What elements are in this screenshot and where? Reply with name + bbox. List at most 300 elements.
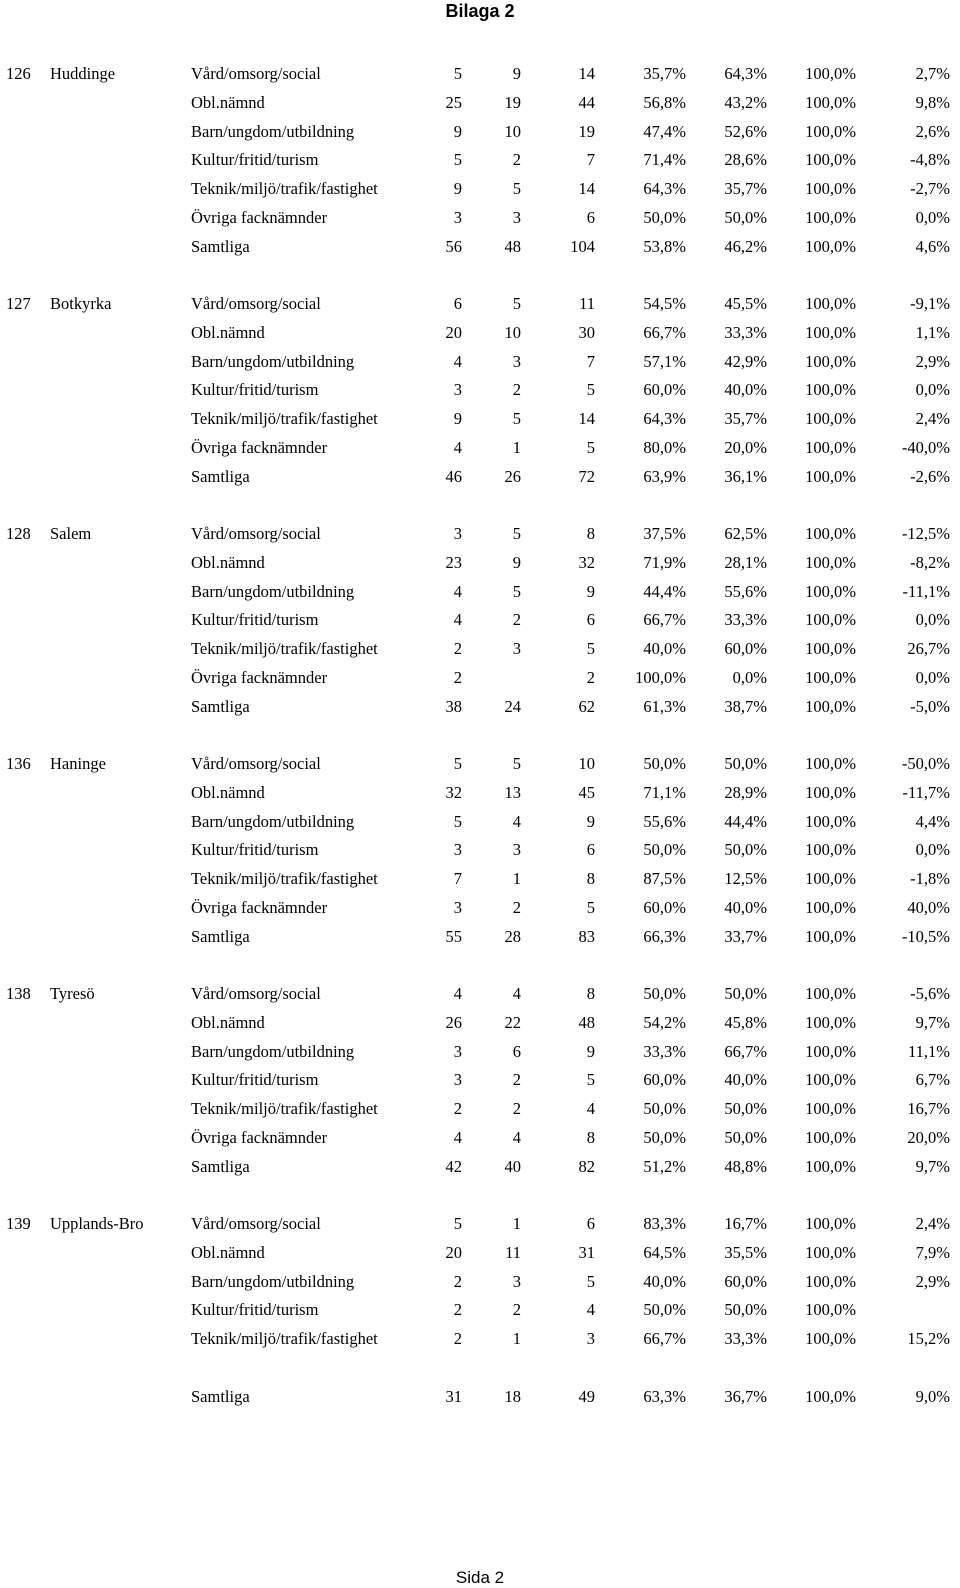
percent-b-cell: 50,0% [724,1128,767,1147]
count-a-cell: 4 [453,581,462,601]
count-total-cell: 14 [578,179,595,199]
count-a-cell: 5 [453,1214,462,1233]
percent-total-cell: 100,0% [805,840,856,860]
table-row [0,1065,960,1094]
count-a-cell: 2 [453,1329,462,1349]
count-b-cell: 5 [512,409,521,429]
table-row [0,88,960,117]
count-a-cell: 4 [453,351,462,371]
table-row [0,174,960,203]
percent-total-cell: 100,0% [805,1271,856,1291]
count-b-cell: 19 [504,92,521,112]
count-a-cell: 7 [453,869,462,889]
count-b-cell: 24 [504,696,521,716]
table-row [0,864,960,893]
table-row [0,893,960,922]
count-b-cell: 2 [512,1300,521,1320]
percent-b-cell: 42,9% [724,351,767,371]
category-cell: Obl.nämnd [191,782,265,802]
count-b-cell: 40 [504,1156,521,1176]
category-cell: Kultur/fritid/turism [191,1300,319,1320]
percent-a-cell: 60,0% [643,1070,686,1090]
change-cell: 2,4% [915,1214,950,1233]
percent-a-cell: 33,3% [643,1041,686,1061]
category-cell: Teknik/miljö/trafik/fastighet [191,1099,378,1119]
change-cell: -50,0% [901,754,950,773]
percent-b-cell: 43,2% [724,92,767,112]
percent-total-cell: 100,0% [805,150,856,170]
percent-total-cell: 100,0% [805,64,856,83]
percent-b-cell: 36,1% [724,466,767,486]
percent-a-cell: 51,2% [643,1156,686,1176]
municipality-code: 126 [6,64,31,83]
table-row [0,1382,960,1411]
count-a-cell: 3 [453,898,462,917]
change-cell: 20,0% [907,1128,950,1147]
change-cell: -9,1% [910,294,950,313]
table-row [0,203,960,232]
percent-b-cell: 46,2% [724,236,767,256]
municipality-name: Botkyrka [50,294,112,313]
count-a-cell: 2 [453,639,462,659]
count-total-cell: 2 [586,668,595,687]
change-cell: 7,9% [915,1242,950,1262]
change-cell: 11,1% [907,1041,950,1061]
percent-b-cell: 20,0% [724,438,767,457]
count-total-cell: 82 [578,1156,595,1176]
percent-b-cell: 12,5% [724,869,767,889]
category-cell: Teknik/miljö/trafik/fastighet [191,869,378,889]
count-a-cell: 46 [445,466,462,486]
percent-b-cell: 33,3% [724,322,767,342]
percent-total-cell: 100,0% [805,1128,856,1147]
category-cell: Kultur/fritid/turism [191,150,319,170]
count-total-cell: 5 [586,1271,595,1291]
percent-a-cell: 53,8% [643,236,686,256]
change-cell: 0,0% [915,208,950,227]
change-cell: -10,5% [901,926,950,946]
percent-b-cell: 50,0% [724,840,767,860]
percent-total-cell: 100,0% [805,92,856,112]
count-b-cell: 3 [512,1271,521,1291]
municipality-code: 136 [6,754,31,773]
count-a-cell: 9 [453,409,462,429]
change-cell: 0,0% [915,840,950,860]
category-cell: Barn/ungdom/utbildning [191,811,355,831]
percent-total-cell: 100,0% [805,1300,856,1320]
change-cell: 2,4% [915,409,950,429]
change-cell: 2,9% [915,1271,950,1291]
category-cell: Samtliga [191,236,250,256]
percent-a-cell: 63,3% [643,1386,686,1406]
category-cell: Vård/omsorg/social [191,294,321,313]
percent-a-cell: 83,3% [643,1214,686,1233]
percent-total-cell: 100,0% [805,581,856,601]
category-cell: Vård/omsorg/social [191,984,321,1003]
percent-a-cell: 60,0% [643,898,686,917]
percent-total-cell: 100,0% [805,639,856,659]
table-row [0,1238,960,1267]
count-a-cell: 38 [445,696,462,716]
table-row [0,663,960,692]
count-total-cell: 14 [578,409,595,429]
count-total-cell: 5 [586,438,595,457]
count-total-cell: 7 [586,150,595,170]
count-total-cell: 62 [578,696,595,716]
count-b-cell: 13 [504,782,521,802]
change-cell: -5,6% [910,984,950,1003]
category-cell: Kultur/fritid/turism [191,840,319,860]
table-row [0,117,960,146]
change-cell: 4,6% [915,236,950,256]
percent-total-cell: 100,0% [805,1070,856,1090]
count-a-cell: 56 [445,236,462,256]
table-row [0,404,960,433]
percent-b-cell: 62,5% [724,524,767,543]
count-b-cell: 9 [512,64,521,83]
table-row [0,1295,960,1324]
count-total-cell: 49 [578,1386,595,1406]
count-b-cell: 1 [512,438,521,457]
percent-total-cell: 100,0% [805,552,856,572]
percent-total-cell: 100,0% [805,1242,856,1262]
percent-a-cell: 60,0% [643,380,686,400]
count-b-cell: 9 [512,552,521,572]
count-b-cell: 10 [504,322,521,342]
table-row [0,433,960,462]
percent-a-cell: 87,5% [643,869,686,889]
count-a-cell: 20 [445,1242,462,1262]
percent-total-cell: 100,0% [805,208,856,227]
count-total-cell: 30 [578,322,595,342]
percent-total-cell: 100,0% [805,1041,856,1061]
percent-a-cell: 40,0% [643,1271,686,1291]
category-cell: Teknik/miljö/trafik/fastighet [191,1329,378,1349]
category-cell: Vård/omsorg/social [191,1214,321,1233]
change-cell: -2,7% [910,179,950,199]
change-cell: 6,7% [915,1070,950,1090]
count-total-cell: 8 [586,869,595,889]
percent-b-cell: 38,7% [724,696,767,716]
percent-b-cell: 35,7% [724,409,767,429]
count-a-cell: 3 [453,1041,462,1061]
percent-a-cell: 50,0% [643,754,686,773]
change-cell: -40,0% [901,438,950,457]
percent-a-cell: 50,0% [643,1300,686,1320]
change-cell: -12,5% [901,524,950,543]
table-row [0,749,960,778]
percent-a-cell: 44,4% [643,581,686,601]
category-cell: Övriga facknämnder [191,668,328,687]
count-total-cell: 5 [586,1070,595,1090]
percent-a-cell: 55,6% [643,811,686,831]
count-total-cell: 8 [586,984,595,1003]
percent-b-cell: 60,0% [724,639,767,659]
change-cell: 2,9% [915,351,950,371]
page-header: Bilaga 2 [445,1,515,21]
percent-total-cell: 100,0% [805,409,856,429]
table-row [0,1267,960,1296]
count-b-cell: 5 [512,294,521,313]
count-a-cell: 5 [453,811,462,831]
change-cell: 9,7% [915,1012,950,1032]
percent-total-cell: 100,0% [805,1329,856,1349]
percent-a-cell: 50,0% [643,208,686,227]
table-row [0,375,960,404]
percent-a-cell: 80,0% [643,438,686,457]
page-footer: Sida 2 [455,1568,505,1587]
table-row [0,577,960,606]
table-row [0,548,960,577]
percent-a-cell: 64,5% [643,1242,686,1262]
count-a-cell: 4 [453,438,462,457]
table-row [0,59,960,88]
count-b-cell: 22 [504,1012,521,1032]
percent-total-cell: 100,0% [805,524,856,543]
count-b-cell: 5 [512,754,521,773]
percent-total-cell: 100,0% [805,610,856,630]
count-a-cell: 32 [445,782,462,802]
percent-a-cell: 57,1% [643,351,686,371]
count-a-cell: 3 [453,840,462,860]
count-total-cell: 9 [586,811,595,831]
count-b-cell: 10 [504,121,521,141]
municipality-code: 128 [6,524,31,543]
percent-total-cell: 100,0% [805,926,856,946]
percent-b-cell: 50,0% [724,208,767,227]
category-cell: Obl.nämnd [191,322,265,342]
percent-total-cell: 100,0% [805,1214,856,1233]
percent-a-cell: 66,7% [643,1329,686,1349]
percent-b-cell: 0,0% [732,668,767,687]
count-total-cell: 6 [586,840,595,860]
count-total-cell: 45 [578,782,595,802]
category-cell: Teknik/miljö/trafik/fastighet [191,409,378,429]
percent-a-cell: 54,2% [643,1012,686,1032]
change-cell: -1,8% [910,869,950,889]
percent-b-cell: 50,0% [724,984,767,1003]
percent-a-cell: 64,3% [643,179,686,199]
category-cell: Samtliga [191,466,250,486]
count-a-cell: 5 [453,150,462,170]
table-row [0,318,960,347]
count-total-cell: 6 [586,208,595,227]
percent-total-cell: 100,0% [805,1099,856,1119]
percent-total-cell: 100,0% [805,322,856,342]
count-total-cell: 8 [586,524,595,543]
count-b-cell: 4 [512,984,521,1003]
count-a-cell: 42 [445,1156,462,1176]
count-a-cell: 3 [453,208,462,227]
count-a-cell: 5 [453,754,462,773]
percent-b-cell: 40,0% [724,1070,767,1090]
table-row [0,778,960,807]
change-cell: 9,8% [915,92,950,112]
count-total-cell: 6 [586,610,595,630]
percent-a-cell: 63,9% [643,466,686,486]
percent-b-cell: 50,0% [724,754,767,773]
count-b-cell: 1 [512,1329,521,1349]
change-cell: 0,0% [915,610,950,630]
count-b-cell: 5 [512,581,521,601]
count-total-cell: 19 [578,121,595,141]
percent-total-cell: 100,0% [805,754,856,773]
percent-total-cell: 100,0% [805,1386,856,1406]
change-cell: 0,0% [915,668,950,687]
table-row [0,692,960,721]
table-row [0,1123,960,1152]
change-cell: 9,0% [915,1386,950,1406]
count-total-cell: 14 [578,64,595,83]
count-b-cell: 2 [512,610,521,630]
table-row [0,145,960,174]
table-row [0,347,960,376]
percent-b-cell: 28,9% [724,782,767,802]
category-cell: Samtliga [191,696,250,716]
municipality-code: 138 [6,984,31,1003]
count-b-cell: 4 [512,1128,521,1147]
percent-a-cell: 35,7% [643,64,686,83]
percent-a-cell: 66,7% [643,322,686,342]
percent-a-cell: 66,3% [643,926,686,946]
count-a-cell: 6 [453,294,462,313]
category-cell: Vård/omsorg/social [191,524,321,543]
percent-total-cell: 100,0% [805,898,856,917]
table-row [0,835,960,864]
percent-total-cell: 100,0% [805,1012,856,1032]
category-cell: Barn/ungdom/utbildning [191,1041,355,1061]
percent-b-cell: 16,7% [724,1214,767,1233]
count-a-cell: 2 [453,668,462,687]
percent-total-cell: 100,0% [805,696,856,716]
count-a-cell: 3 [453,1070,462,1090]
count-total-cell: 5 [586,380,595,400]
count-total-cell: 44 [578,92,595,112]
category-cell: Obl.nämnd [191,1012,265,1032]
count-a-cell: 26 [445,1012,462,1032]
count-total-cell: 8 [586,1128,595,1147]
count-total-cell: 5 [586,898,595,917]
percent-a-cell: 54,5% [643,294,686,313]
count-total-cell: 7 [586,351,595,371]
count-b-cell: 4 [512,811,521,831]
category-cell: Barn/ungdom/utbildning [191,121,355,141]
change-cell: -11,7% [902,782,950,802]
table-row [0,979,960,1008]
table-row [0,1037,960,1066]
count-a-cell: 4 [453,610,462,630]
percent-a-cell: 50,0% [643,1128,686,1147]
change-cell: 2,6% [915,121,950,141]
percent-total-cell: 100,0% [805,380,856,400]
municipality-name: Upplands-Bro [50,1214,144,1233]
percent-total-cell: 100,0% [805,351,856,371]
category-cell: Kultur/fritid/turism [191,1070,319,1090]
percent-total-cell: 100,0% [805,466,856,486]
count-b-cell: 2 [512,150,521,170]
percent-b-cell: 45,5% [724,294,767,313]
category-cell: Vård/omsorg/social [191,754,321,773]
percent-a-cell: 50,0% [643,984,686,1003]
change-cell: 1,1% [915,322,950,342]
percent-b-cell: 66,7% [724,1041,767,1061]
percent-b-cell: 60,0% [724,1271,767,1291]
count-b-cell: 3 [512,351,521,371]
percent-total-cell: 100,0% [805,668,856,687]
count-total-cell: 104 [570,236,595,256]
count-total-cell: 9 [586,581,595,601]
count-b-cell: 11 [505,1242,521,1262]
percent-b-cell: 45,8% [724,1012,767,1032]
percent-b-cell: 33,3% [724,1329,767,1349]
count-a-cell: 31 [445,1386,462,1406]
count-total-cell: 72 [578,466,595,486]
count-b-cell: 48 [504,236,521,256]
count-total-cell: 3 [586,1329,595,1349]
percent-a-cell: 71,4% [643,150,686,170]
table-row [0,519,960,548]
change-cell: 2,7% [915,64,950,83]
change-cell: -8,2% [910,552,950,572]
count-b-cell: 2 [512,898,521,917]
category-cell: Obl.nämnd [191,552,265,572]
percent-b-cell: 52,6% [724,121,767,141]
count-total-cell: 11 [579,294,595,313]
count-a-cell: 2 [453,1271,462,1291]
table-row [0,605,960,634]
percent-b-cell: 28,1% [724,552,767,572]
percent-a-cell: 40,0% [643,639,686,659]
category-cell: Obl.nämnd [191,92,265,112]
count-a-cell: 23 [445,552,462,572]
percent-b-cell: 50,0% [724,1099,767,1119]
percent-total-cell: 100,0% [805,811,856,831]
table-row [0,232,960,261]
count-a-cell: 4 [453,984,462,1003]
count-a-cell: 9 [453,179,462,199]
count-a-cell: 4 [453,1128,462,1147]
percent-a-cell: 100,0% [635,668,686,687]
count-total-cell: 83 [578,926,595,946]
table-row [0,1094,960,1123]
percent-a-cell: 61,3% [643,696,686,716]
category-cell: Vård/omsorg/social [191,64,321,83]
table-row [0,634,960,663]
count-a-cell: 25 [445,92,462,112]
percent-total-cell: 100,0% [805,121,856,141]
percent-a-cell: 71,1% [643,782,686,802]
category-cell: Samtliga [191,1386,250,1406]
percent-b-cell: 44,4% [724,811,767,831]
percent-b-cell: 50,0% [724,1300,767,1320]
change-cell: 9,7% [915,1156,950,1176]
change-cell: 4,4% [915,811,950,831]
percent-total-cell: 100,0% [805,236,856,256]
count-a-cell: 9 [453,121,462,141]
percent-total-cell: 100,0% [805,1156,856,1176]
percent-a-cell: 56,8% [643,92,686,112]
count-b-cell: 1 [512,1214,521,1233]
percent-a-cell: 71,9% [643,552,686,572]
category-cell: Samtliga [191,926,250,946]
count-b-cell: 26 [504,466,521,486]
municipality-code: 127 [6,294,31,313]
percent-b-cell: 28,6% [724,150,767,170]
municipality-name: Salem [50,524,92,543]
change-cell: 16,7% [907,1099,950,1119]
table-row [0,462,960,491]
count-total-cell: 10 [578,754,595,773]
